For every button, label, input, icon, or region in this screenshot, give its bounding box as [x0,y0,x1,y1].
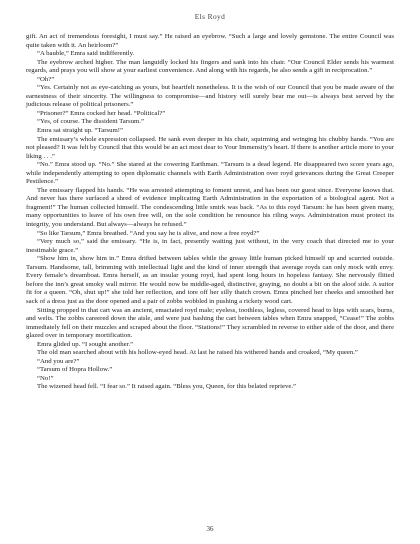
paragraph: Emra sat straight up. “Tarsum!” [37,127,123,135]
paragraph: “Oh?” [37,75,55,83]
paragraph: gift. An act of tremendous foresight, I must say.” He raised an eyebrow. “Such a large and lovely gemstone. The entire Council was quite taken with it. An heirloom?” [26,33,394,49]
paragraph: The old man searched about with his hollow-eyed head. At last he raised his withered hands and croaked, “My queen.” [37,349,358,357]
paragraph: “Yes. Certainly not as eye-catching as yours, but heartfelt nonetheless. It is the wish of our Council that you be made aware of the earnestness of their sincerity. The willingness to compromise—and history will surely bear me out—is always best served by the judicious release of political prisoners.” [26,84,394,109]
paragraph: “Tarsum of Hopra Hollow.” [37,366,113,374]
running-head: Els Royd [194,12,226,21]
paragraph: “Show him in, show him in.” Emra drifted between tables while the greasy little human picked himself up and scurried outside. Tarsum. Handsome, tall, brimming with intellectual light and the kind of inner strength that average royds can only mock with envy. Every female’s dreamboat. Emra herself, as an insular young royd, had spent long hours in hopeless fantasy. She nervously flitted before the inn’s great smoky wall mirror. He would now be middle-aged, distinctive, graying, no doubt a bit on the aloof side. A suitor fit for a queen. “Oh, shut up!” she told her reflection, and tore off her silly thatch crown. Emra pinched her cheeks and smoothed her sack of a dress just as the door opened and a pair of zobbs wobbled in pushing a rickety wood cart. [26,255,394,305]
paragraph: “So like Tarsum,” Emra breathed. “And you say he is alive, and now a free royd?” [37,229,260,237]
paragraph: The eyebrow arched higher. The man languidly locked his fingers and sank into his chair. “Our Council Elder sends his warmest regards, and prays you will show at your earliest convenience. And along with his regards, he also sends a gift in reciprocation.” [26,58,394,75]
paragraph: “No!” [37,374,54,382]
body-text [26,33,394,392]
paragraph: “And you are?” [37,357,80,365]
paragraph: The wizened head fell. “I fear so.” It raised again. “Bless you, Queen, for this belated reprieve.” [37,383,297,391]
paragraph: “No.” Emra stood up. “No.” She stared at the cowering Earthman. “Tarsum is a dead legend. He disappeared two score years ago, while independently attempting to open diplomatic channels with Earth Administration over royd grievances during the Great Creeper Pestilence.” [26,161,394,186]
paragraph: The emissary’s whole expression collapsed. He sank even deeper in his chair, squirming and wringing his chubby hands. “You are not pleased? It was felt by Council that this would be an act most dear to Your Immensity’s heart. If there is another article more to your liking . . .” [26,135,394,160]
page-number: 36 [206,525,214,533]
paragraph: “Yes, of course. The dissident Tarsum.” [37,118,144,126]
paragraph: “Prisoner?” Emra cocked her head. “Political?” [37,109,166,117]
paragraph: Sitting propped in that cart was an ancient, emaciated royd male; eyeless, toothless, legless, covered head to hips with scars, burns, and welts. The zobbs careered down the aisle, and were just bashing the cart between tables when Emra snapped, “Cease!” The zobbs immediately fell on their muzzles and scraped about the floor. “Stations!” They scrambled in reverse to either side of the door, and there glazed over in temporary mortification. [26,306,394,340]
paragraph: “A bauble,” Emra said indifferently. [37,50,135,58]
paragraph: “Very much so,” said the emissary. “He is, in fact, presently waiting just without, in the very coach that directed me to your inestimable grace.” [26,238,394,254]
paragraph: The emissary flapped his hands. “He was arrested attempting to foment unrest, and has been our guest since. Everyone knows that. And never has there surfaced a shred of evidence implicating Earth Administration in the exportation of a biological agent. Not a fragment!” The human collected himself. The condescending little smirk was back. “As to this royd Tarsum: he has been given many, many opportunities to leave of his own free will, on the sole condition he renounce his riling ways. Administration must protect its integrity, you understand. But always—always he refused.” [26,186,394,229]
paragraph: Emra glided up. “I sought another.” [37,340,134,348]
